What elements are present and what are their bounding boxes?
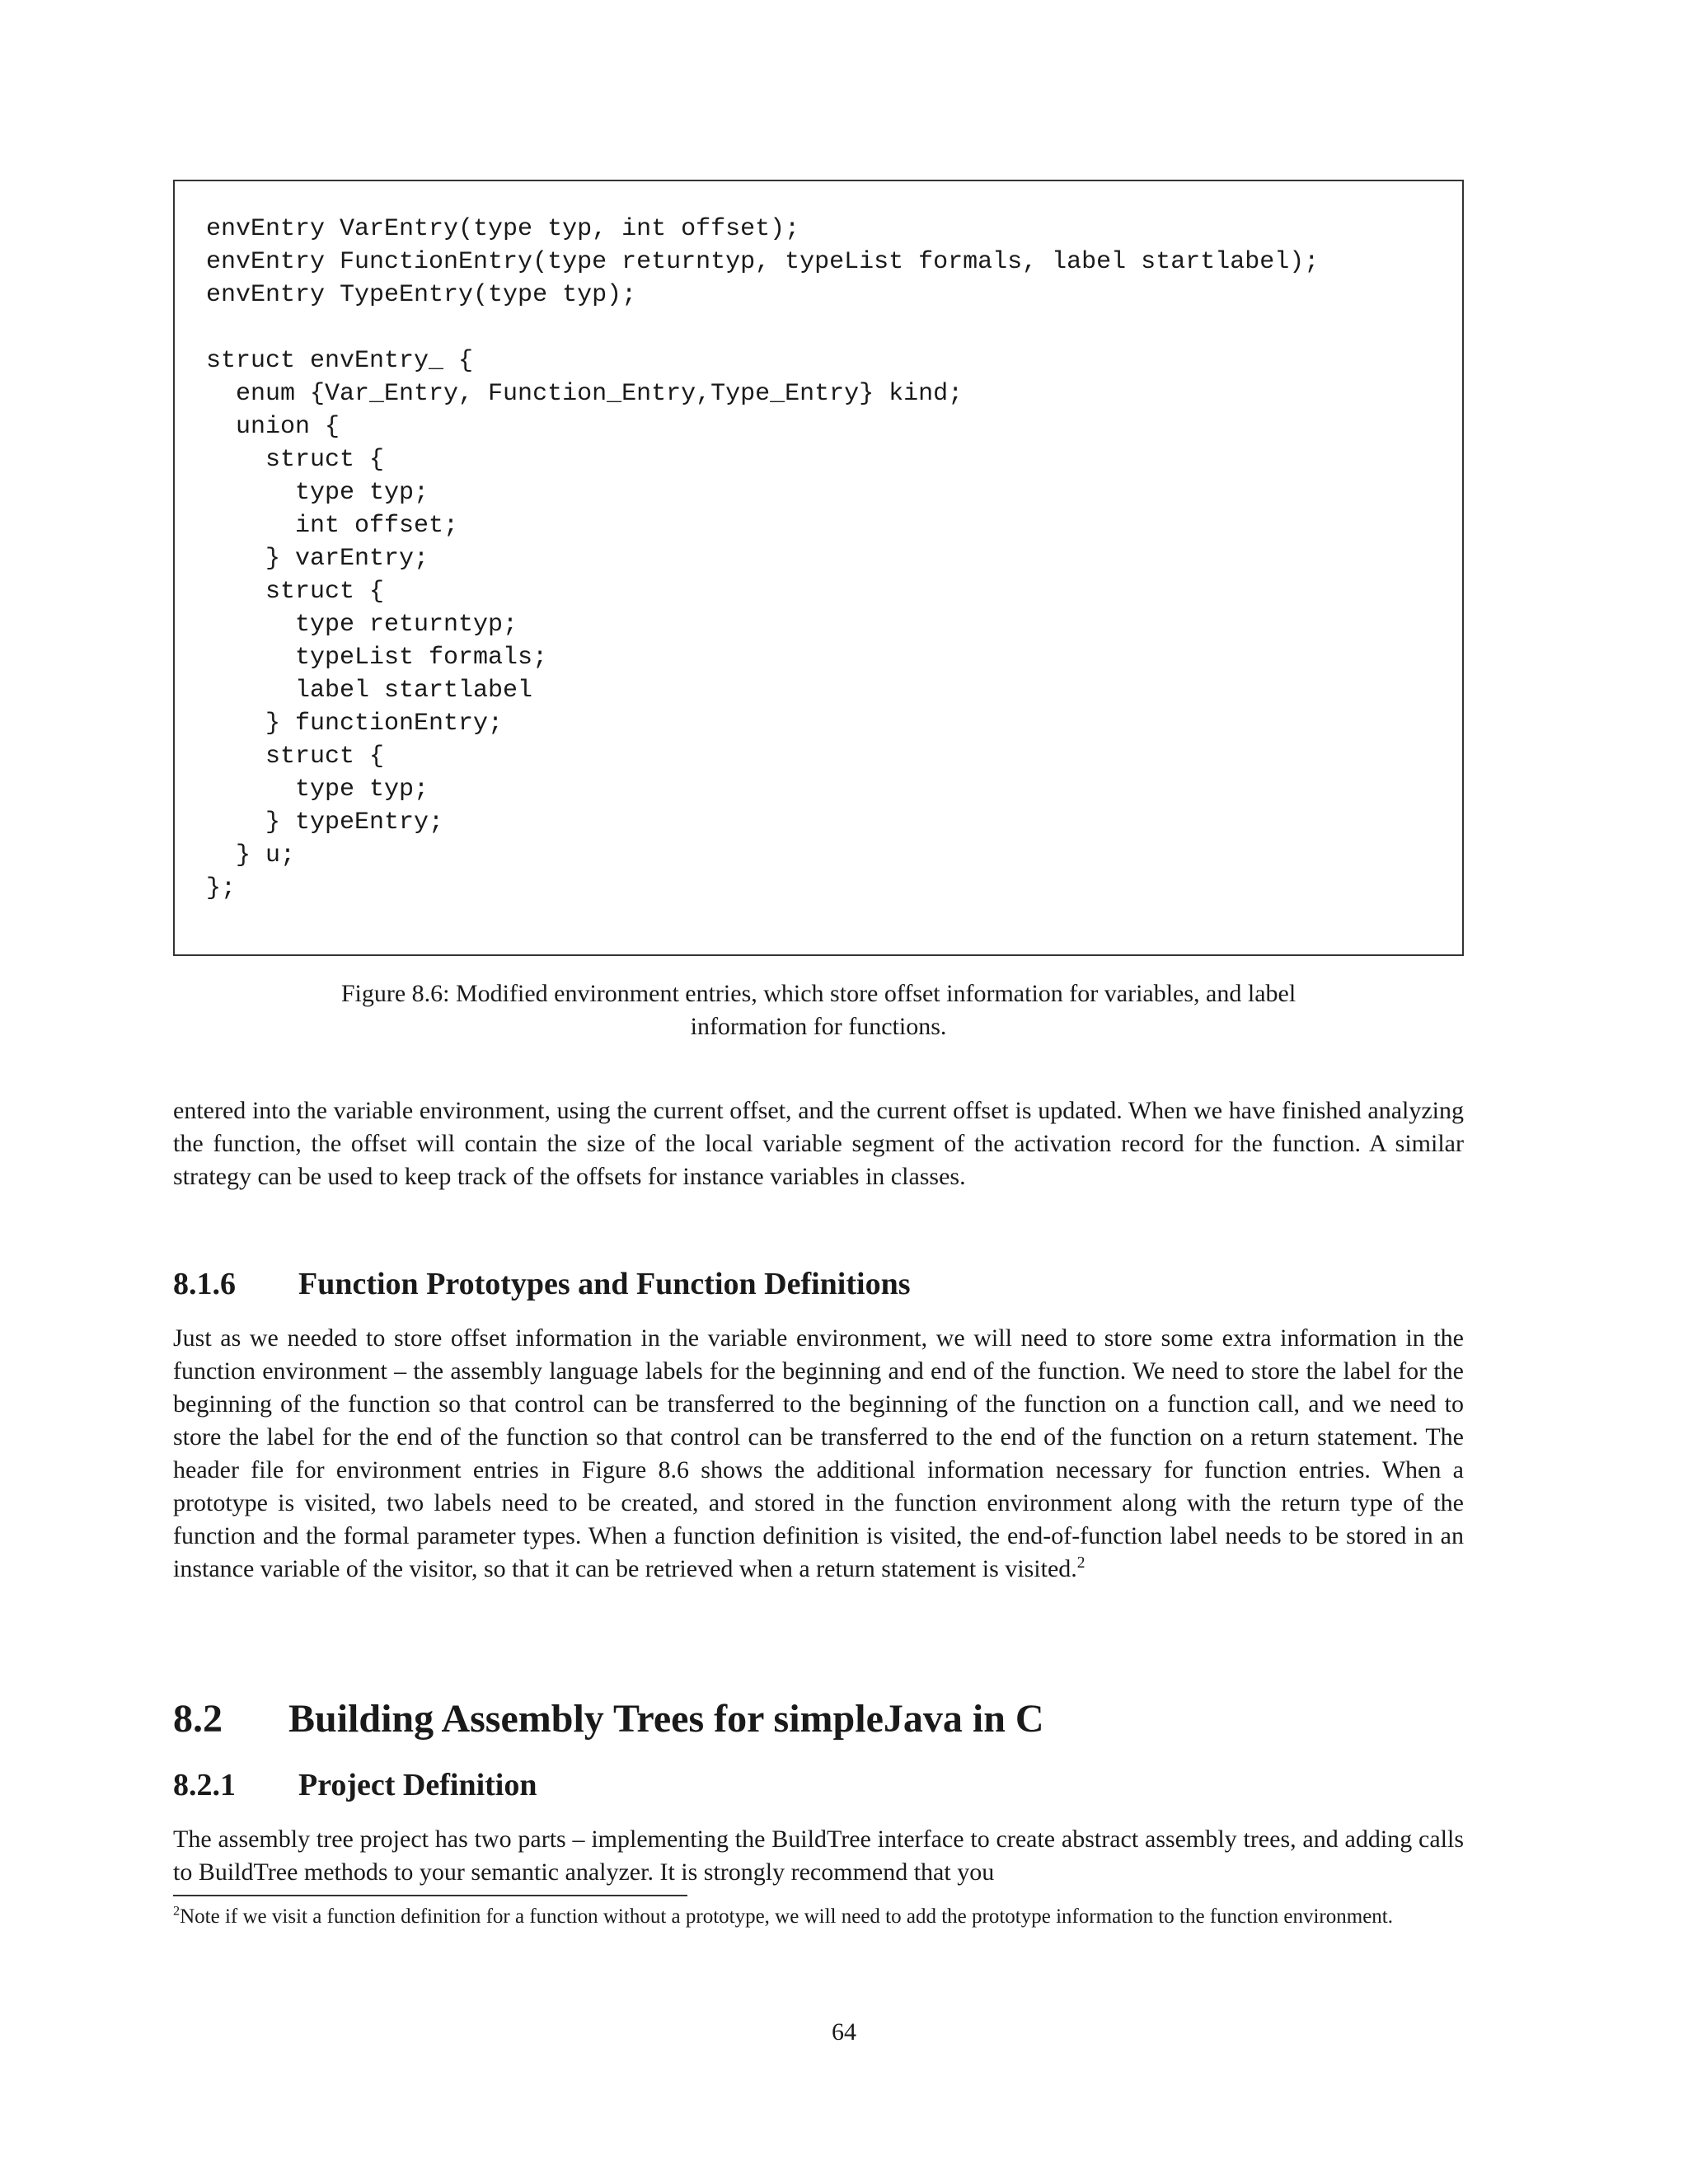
figure-caption bbox=[173, 977, 1464, 1043]
code-line: union { bbox=[206, 413, 340, 441]
section-number: 8.2.1 bbox=[173, 1768, 236, 1802]
figure-caption-line-2: information for functions. bbox=[690, 1013, 947, 1040]
code-line: type returntyp; bbox=[206, 611, 518, 639]
code-line: struct { bbox=[206, 743, 385, 771]
code-line: enum {Var_Entry, Function_Entry,Type_Entry} kind; bbox=[206, 380, 964, 408]
body-paragraph-prototypes bbox=[173, 1322, 1464, 1586]
footnote-text: Note if we visit a function definition for a function without a prototype, we will need to add the prototype information to the function environment. bbox=[180, 1905, 1393, 1928]
footnote-mark: 2 bbox=[173, 1903, 181, 1919]
code-line: envEntry FunctionEntry(type returntyp, typeList formals, label startlabel); bbox=[206, 248, 1320, 276]
body-paragraph-continued: entered into the variable environment, using the current offset, and the current offset is updated. When we have finished analyzing the function, the offset will contain the size of the local variable segment of the activation record for the function. A similar strategy can be used to keep track of the offsets for instance variables in classes. bbox=[173, 1097, 1464, 1190]
body-paragraph-project: The assembly tree project has two parts – implementing the BuildTree interface to create abstract assembly trees, and adding calls to BuildTree methods to your semantic analyzer. It is strongly recommend that you bbox=[173, 1825, 1464, 1886]
figure-caption-line-1: Figure 8.6: Modified environment entries, which store offset information for variables, and label bbox=[340, 980, 1296, 1007]
code-line: } functionEntry; bbox=[206, 710, 504, 738]
code-line: type typ; bbox=[206, 479, 429, 507]
section-title: Project Definition bbox=[298, 1768, 537, 1802]
page-number: 64 bbox=[832, 2018, 856, 2046]
code-line: } varEntry; bbox=[206, 545, 429, 573]
code-line: envEntry VarEntry(type typ, int offset); bbox=[206, 215, 800, 243]
section-heading-8-2-1 bbox=[173, 1765, 537, 1805]
footnote bbox=[173, 1904, 1464, 1930]
code-line: label startlabel bbox=[206, 677, 533, 705]
code-line: struct { bbox=[206, 446, 385, 474]
paragraph-text: Just as we needed to store offset information in the variable environment, we will need to store some extra information in the function environment – the assembly language labels for the beginning and end of the function. We need to store the label for the beginning of the function so that control can be transferred to the beginning of the function on a function call, and we need to store the label for the end of the function so that control can be transferred to the end of the function on a return statement. The header file for environment entries in Figure 8.6 shows the additional information necessary for function entries. When a prototype is visited, two labels need to be created, and stored in the function environment along with the return type of the function and the formal parameter types. When a function definition is visited, the end-of-function label needs to be stored in an instance variable of the visitor, so that it can be retrieved when a return statement is visited. bbox=[173, 1324, 1464, 1582]
section-heading-8-1-6 bbox=[173, 1264, 910, 1304]
footnote-reference: 2 bbox=[1076, 1554, 1085, 1572]
code-line: envEntry TypeEntry(type typ); bbox=[206, 281, 637, 309]
section-title: Building Assembly Trees for simpleJava in C bbox=[288, 1697, 1044, 1741]
footnote-divider bbox=[173, 1895, 687, 1896]
code-line: } u; bbox=[206, 841, 296, 869]
code-figure-box bbox=[173, 180, 1464, 956]
code-line: struct envEntry_ { bbox=[206, 347, 474, 375]
code-line: int offset; bbox=[206, 512, 459, 540]
section-number: 8.2 bbox=[173, 1697, 223, 1741]
code-listing bbox=[206, 213, 1319, 905]
code-line: }; bbox=[206, 874, 237, 902]
code-line: } typeEntry; bbox=[206, 808, 444, 837]
code-line: typeList formals; bbox=[206, 644, 548, 672]
section-title: Function Prototypes and Function Definitions bbox=[298, 1267, 911, 1301]
section-heading-8-2 bbox=[173, 1694, 1044, 1744]
code-line: struct { bbox=[206, 578, 385, 606]
code-line: type typ; bbox=[206, 776, 429, 804]
section-number: 8.1.6 bbox=[173, 1267, 236, 1301]
